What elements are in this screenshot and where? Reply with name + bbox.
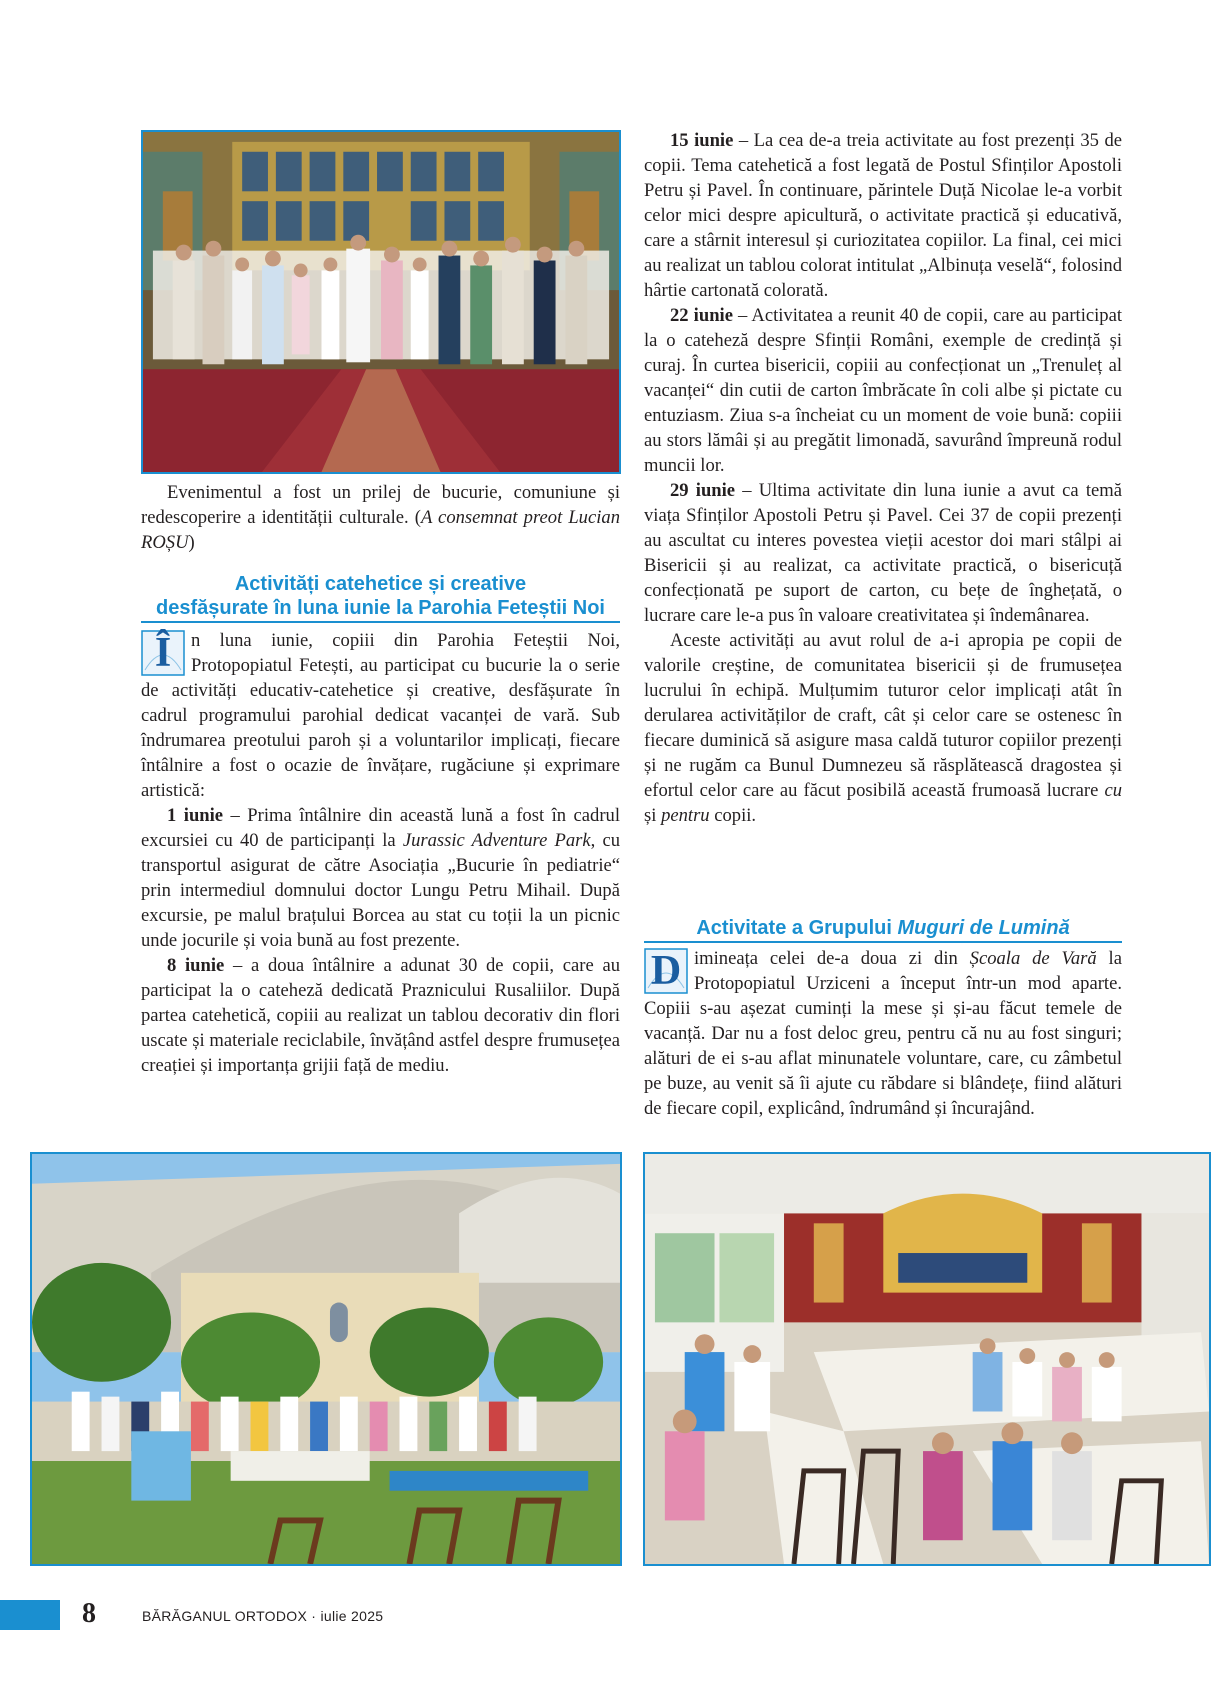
section1-right-column: 15 iunie – La cea de-a treia activitate au fost prezenți 35 de copii. Tema catehetică a fost legată de Postul Sfinților Apostoli Petru și Pavel. În continuare, părintele Duță Nicolae le-a vorbit celor mici despre apicultură, o activitate practică și educativă, care a stârnit interesul și curiozitatea copiilor. La final, cei mici au realizat un tablou colorat intitulat „Albinuța veselă“, folosind hârtie cartonată colorată. 22 iunie – Activitatea a reunit 40 de copii, care au participat la o cateheză despre Sfinții Români, exemple de credință și curaj. În curtea bisericii, copiii au confecționat un „Trenuleț al vacanței“ din cutii de carton îmbrăcate în coli albe și pictate cu entuziasm. Ziua s-a încheiat cu un moment de voie bună: copiii au stors lămâi și au pregătit limonadă, savurând împreună rodul muncii lor. 29 iunie – Ultima activitate din luna iunie a avut ca temă viața Sfinților Apostoli Petru și Pavel. Cei 37 de copii prezenți au ascultat cu interes povestea vieții acestor doi mari stâlpi ai Bisericii și au realizat, ca activitate practică, o bisericuță confecționată pe suport de carton, cu bețe de înghețată, o lucrare care le-a pus în valoare creativitatea și îndemânarea. Aceste activități au avut rolul de a-i apropia pe copii de valorile creștine, de comunitatea bisericii și de frumusețea lucrului în echipă. Mulțumim tuturor celor implicați atât în derularea activităților de craft, cât și celor care se ostenesc în fiecare duminică să asigure masa caldă tuturor copiilor prezenți și ne rugăm ca Bunul Dumnezeu să răsplătească dragostea și efortul celor care au făcut posibilă această frumoasă lucrare cu și pentru copii. <box>644 130 1123 826</box>
school-name: Școala de Vară <box>969 948 1097 969</box>
section1-heading <box>141 572 620 620</box>
dropcap-d: D <box>644 948 688 994</box>
group-name: Muguri de Lumină <box>897 917 1070 939</box>
date-29-iunie: 29 iunie <box>670 480 736 501</box>
closing-text: Evenimentul a fost un prilej de bucurie, comuniune și redescoperire a identității culturale. ( <box>141 482 620 528</box>
dropcap-i: Î <box>141 630 185 676</box>
section2-heading: Activitate a Grupului Muguri de Lumină <box>644 916 1122 940</box>
page-number: 8 <box>82 1598 96 1629</box>
classroom-photo <box>643 1152 1211 1566</box>
section1-intro: n luna iunie, copiii din Parohia Feteștii Noi, Protopopiatul Fetești, au participat cu bucurie la o serie de activități educativ-catehetice și creative, desfășurate în cadrul programului parohial dedicat vacanței de vară. Sub îndrumarea preotului paroh și a voluntarilor implicați, fiecare întâlnire a fost o ocazie de învățare, rugăciune și exprimare artistică: <box>141 630 620 801</box>
date-1-iunie: 1 iunie <box>167 805 224 826</box>
publication-info: BĂRĂGANUL ORTODOX · iulie 2025 <box>142 1608 384 1624</box>
section1-heading-line1: Activități catehetice și creative <box>234 573 527 595</box>
section1-heading-rule <box>141 621 620 623</box>
footer-accent-bar <box>0 1600 60 1630</box>
date-8-iunie: 8 iunie <box>167 955 225 976</box>
section2-body: D imineața celei de-a doua zi din Școala de Vară la Protopopiatul Urziceni a început într-un mod aparte. Copiii s-au așezat cuminți la mese și și-au făcut temele de vacanță. Dar nu a fost deloc greu, pentru că nu au fost singuri; alături de ei s-au aflat minunatele voluntare, care, cu zâmbetul pe buze, au venit să îi ajute cu răbdare si blândețe, fiind alături de fiecare copil, explicând, îndrumând și încurajând. <box>644 948 1122 1119</box>
author-credit: A consemnat preot Lucian ROȘU <box>141 507 620 553</box>
event-closing-paragraph: Evenimentul a fost un prilej de bucurie, comuniune și redescoperire a identității culturale. (A consemnat preot Lucian ROȘU) <box>141 482 620 553</box>
section1-heading-line2: desfășurate în luna iunie la Parohia Feteștii Noi <box>155 597 605 619</box>
closing-thanks: Aceste activități au avut rolul de a-i apropia pe copii de valorile creștine, de comunitatea bisericii și de frumusețea lucrului în echipă. Mulțumim tuturor celor implicați atât în derularea activităților de craft, cât și celor care se ostenesc în fiecare duminică să asigure masa caldă tuturor copiilor prezenți și ne rugăm ca Bunul Dumnezeu să răsplătească dragostea și efortul celor care au făcut posibilă această frumoasă lucrare <box>644 630 1122 801</box>
church-group-photo <box>141 130 621 474</box>
section2-heading-rule <box>644 941 1122 943</box>
park-name: Jurassic Adventure Park <box>402 830 591 851</box>
courtyard-group-photo <box>30 1152 622 1566</box>
section1-left-column: Î n luna iunie, copiii din Parohia Feteștii Noi, Protopopiatul Fetești, au participat cu bucurie la o serie de activități educativ-catehetice și creative, desfășurate în cadrul programului parohial dedicat vacanței de vară. Sub îndrumarea preotului paroh și a voluntarilor implicați, fiecare întâlnire a fost o ocazie de învățare, rugăciune și exprimare artistică: 1 iunie – Prima întâlnire din această lună a fost în cadrul excursiei cu 40 de participanți la Jurassic Adventure Park, cu transportul asigurat de către Asociația „Bucurie în pediatrie“ prin intermediul domnului doctor Lungu Petru Mihail. După excursie, pe malul brațului Borcea au stat cu toții la un picnic unde jocurile și voia bună au fost prezente. 8 iunie – a doua întâlnire a adunat 30 de copii, care au participat la o cateheză dedicată Praznicului Rusaliilor. După partea catehetică, copiii au realizat un tablou decorativ din flori uscate și materiale reciclabile, învățând astfel despre frumusețea creației și importanța grijii față de mediu. <box>141 630 620 1076</box>
date-22-iunie: 22 iunie <box>670 305 733 326</box>
date-15-iunie: 15 iunie <box>670 130 734 151</box>
